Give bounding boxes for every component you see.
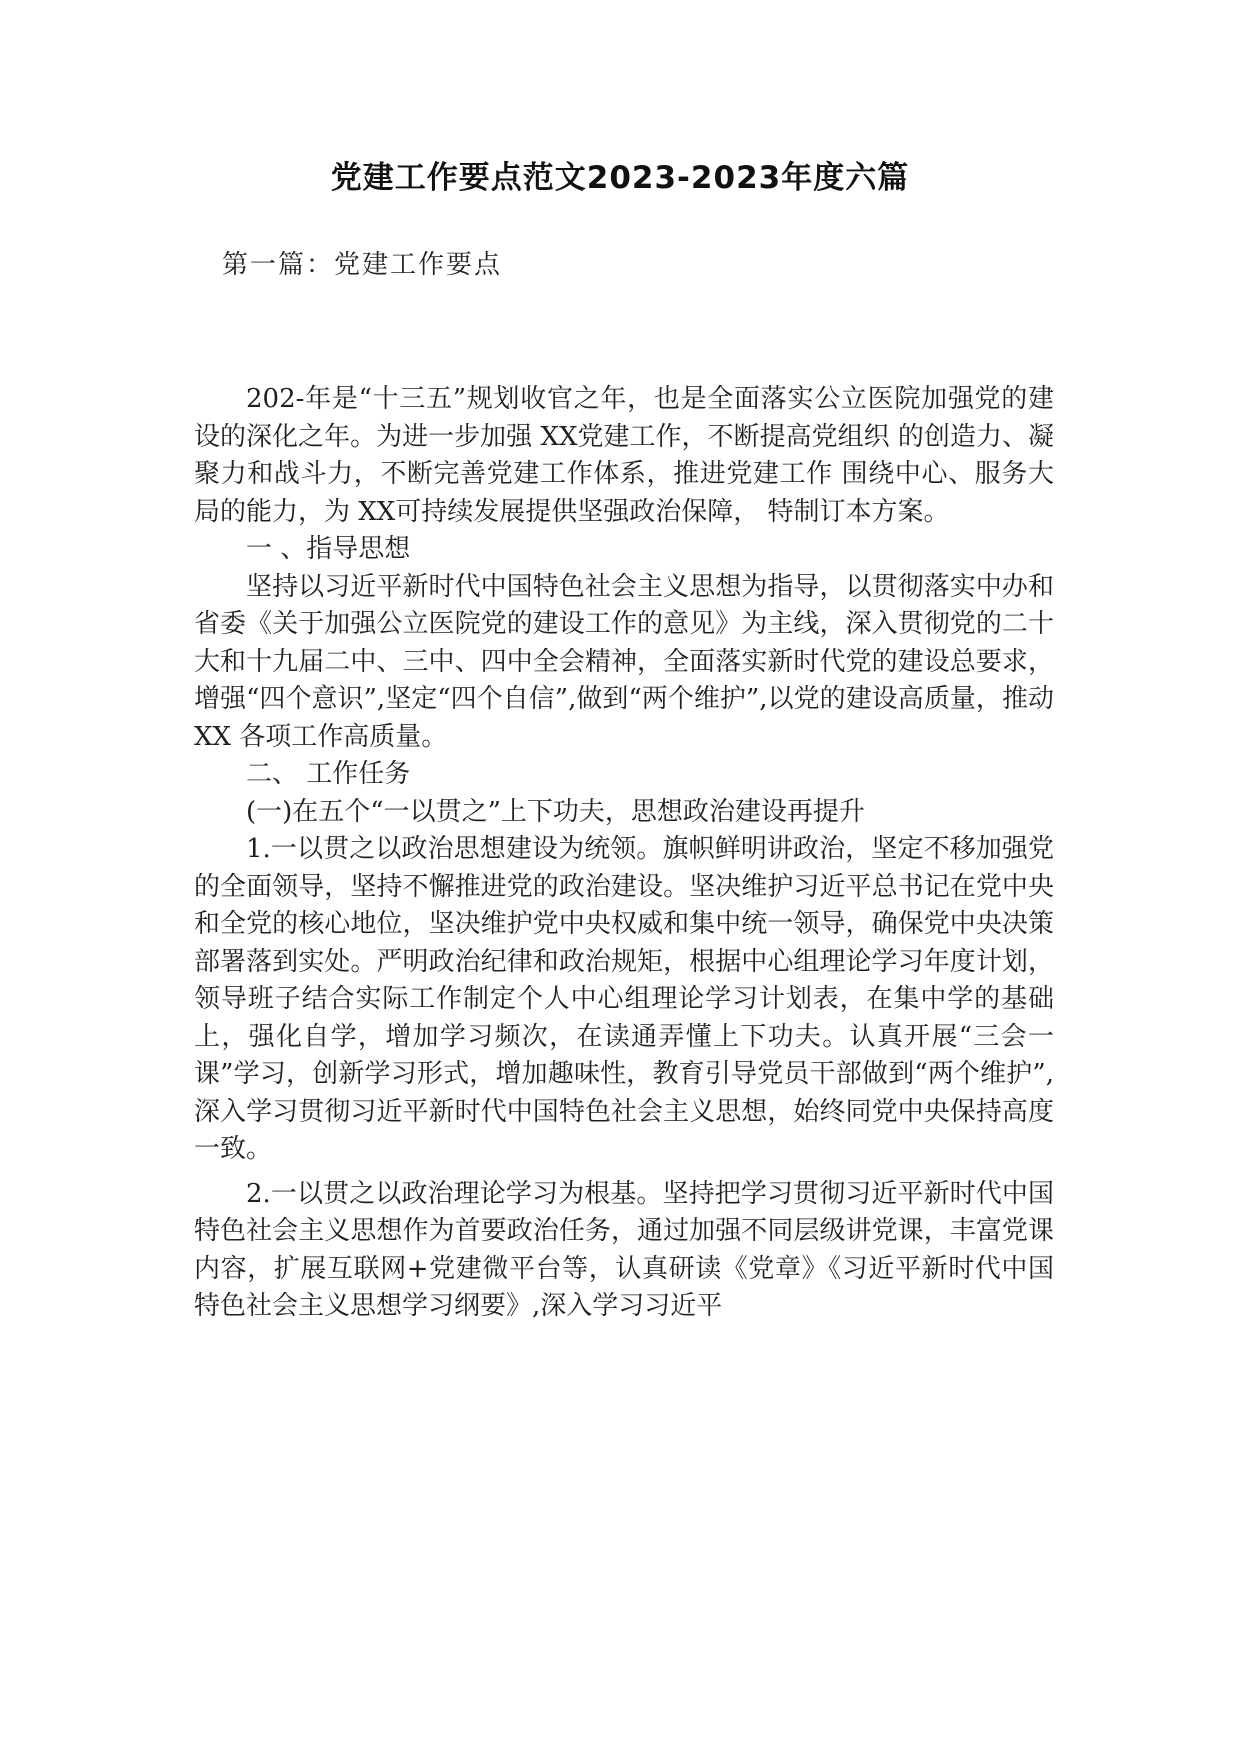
section-title: 第一篇：党建工作要点 — [222, 250, 503, 280]
heading-work-tasks: 二、 工作任务 — [246, 759, 411, 789]
heading-guiding-ideology: 一 、指导思想 — [246, 534, 411, 564]
task-item-2: 2.一以贯之以政治理论学习为根基。坚持把学习贯彻习近平新时代中国特色社会主义思想作为首要政治任务，通过加强不同层级讲党课，丰富党课内容，扩展互联网+党建微平台等，认真研读《党章》《习近平新时代中国特色社会主义思想学习纲要》,深入学习习近平 — [194, 1178, 1054, 1321]
task-item-1: 1.一以贯之以政治思想建设为统领。旗帜鲜明讲政治，坚定不移加强党的全面领导，坚持不懈推进党的政治建设。坚决维护习近平总书记在党中央和全党的核心地位，坚决维护党中央权威和集中统一领导，确保党中央决策部署落到实处。严明政治纪律和政治规矩，根据中心组理论学习年度计划，领导班子结合实际工作制定个人中心组理论学习计划表，在集中学的基础上，强化自学，增加学习频次，在读通弄懂上下功夫。认真开展“三会一课”学习，创新学习形式，增加趣味性，教育引导党员干部做到“两个维护”,深入学习贯彻习近平新时代中国特色社会主义思想，始终同党中央保持高度一致。 — [194, 834, 1054, 1164]
document-body — [194, 381, 1054, 1326]
intro-paragraph: 202-年是“十三五”规划收官之年，也是全面落实公立医院加强党的建设的深化之年。为进一步加强 XX党建工作，不断提高党组织 的创造力、凝聚力和战斗力，不断完善党建工作体系，推进党建工作 围绕中心、服务大局的能力，为 XX可持续发展提供坚强政治保障， 特制订本方案。 — [194, 384, 1054, 527]
document-title: 党建工作要点范文2023-2023年度六篇 — [330, 160, 910, 196]
subheading-task-one: (一)在五个“一以贯之”上下功夫，思想政治建设再提升 — [246, 796, 865, 827]
guiding-ideology-paragraph: 坚持以习近平新时代中国特色社会主义思想为指导，以贯彻落实中办和省委《关于加强公立医院党的建设工作的意见》为主线，深入贯彻党的二十大和十九届二中、三中、四中全会精神，全面落实新时代党的建设总要求，增强“四个意识”,坚定“四个自信”,做到“两个维护”,以党的建设高质量，推动XX 各项工作高质量。 — [194, 571, 1054, 752]
